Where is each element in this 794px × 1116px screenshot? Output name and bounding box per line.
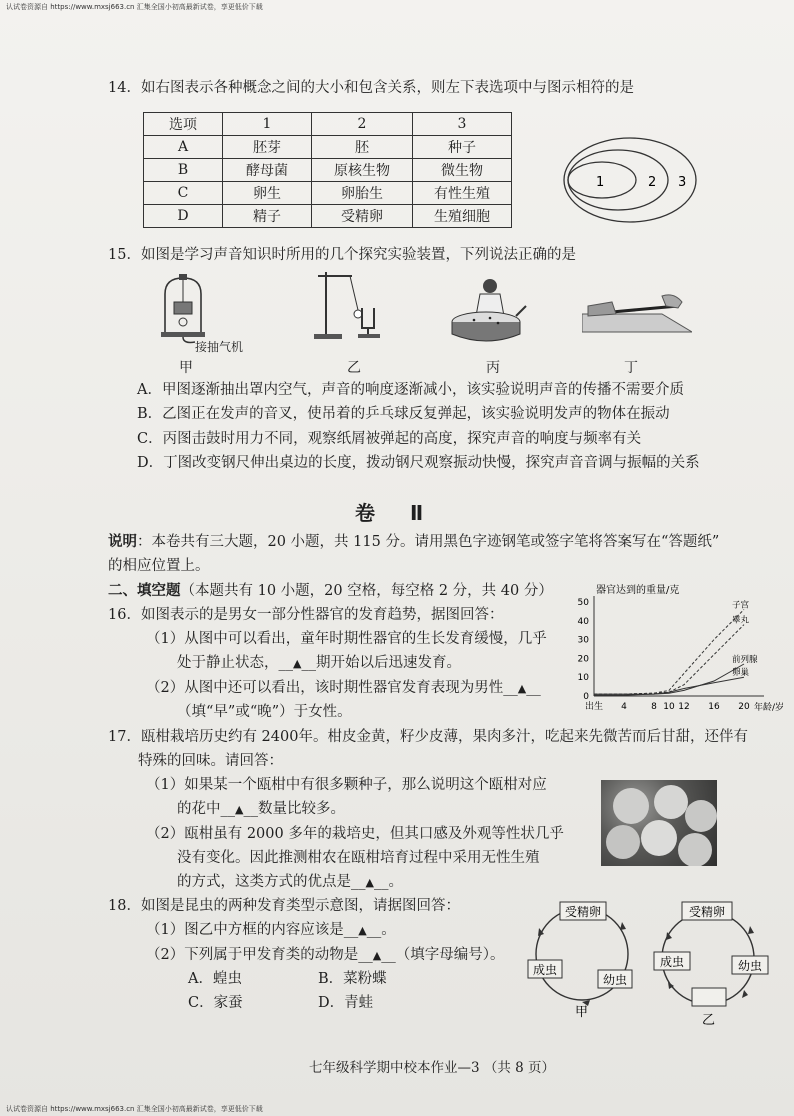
table-row (144, 136, 512, 159)
section-note (108, 533, 719, 551)
table-cell: 微生物 (413, 159, 512, 182)
q17-sub2-b: 没有变化。因此推测柑农在瓯柑培育过程中采用无性生殖 (177, 850, 540, 866)
q18-stem: 18．如图是昆虫的两种发育类型示意图，请据图回答： (108, 898, 460, 914)
note-text: ：本卷共有三大题，20 小题，共 115 分。请用黑色字迹钢笔或签字笔将答案写在“答题纸” (137, 534, 720, 550)
fig-label-ding: 丁 (624, 360, 638, 376)
table-cell: 胚 (312, 136, 413, 159)
series-label: 子宫 (732, 600, 750, 611)
orange-photo-art (601, 780, 717, 866)
q14-stem: 14．如右图表示各种概念之间的大小和包含关系，则左下表选项中与图示相符的是 (108, 80, 634, 96)
organ-growth-chart (560, 582, 785, 720)
jia-top-label: 受精卵 (564, 905, 602, 919)
life-cycle-yi (652, 900, 782, 1030)
x-tick-label: 16 (708, 702, 720, 712)
y-tick-label: 30 (577, 635, 589, 646)
table-row (144, 205, 512, 228)
q15-option-b: B．乙图正在发声的音叉，使吊着的乒乓球反复弹起，该实验说明发声的物体在振动 (137, 406, 670, 422)
answer-triangle: ▲ (358, 924, 367, 937)
q18-sub1: （1）图乙中方框的内容应该是__▲__。 (146, 922, 396, 938)
part-rest: （本题共有 10 小题，20 空格，每空格 2 分，共 40 分） (180, 583, 553, 599)
table-cell: 精子 (223, 205, 312, 228)
watermark-bottom: 认试卷资源自 https://www.mxsj663.cn 汇集全国小初高最新试卷，享更低价下载 (6, 1105, 263, 1113)
steel-ruler-figure (582, 292, 692, 342)
series-line (594, 625, 744, 695)
q14-table (143, 112, 512, 228)
x-tick-label: 8 (651, 702, 657, 712)
q15-option-d: D．丁图改变钢尺伸出桌边的长度，拨动钢尺观察振动快慢，探究声音音调与振幅的关系 (137, 455, 700, 471)
section-title: 卷 Ⅱ (355, 501, 438, 525)
page-footer: 七年级科学期中校本作业—3 （共 8 页） (309, 1060, 556, 1076)
table-cell: B (144, 159, 223, 182)
fig-label-yi: 乙 (347, 360, 361, 376)
q17-sub2-a: （2）瓯柑虽有 2000 多年的栽培史，但其口感及外观等性状几乎 (146, 826, 564, 842)
fig-label-jia: 甲 (179, 360, 193, 376)
x-tick-label: 10 (663, 702, 675, 712)
table-cell: 种子 (413, 136, 512, 159)
table-cell: 生殖细胞 (413, 205, 512, 228)
q15-option-c: C．丙图击鼓时用力不同，观察纸屑被弹起的高度，探究声音的响度与频率有关 (137, 431, 642, 447)
series-label: 卵巢 (732, 668, 750, 679)
bell-jar-figure (155, 272, 215, 344)
q15-option-a: A．甲图逐渐抽出罩内空气，声音的响度逐渐减小，该实验说明声音的传播不需要介质 (137, 382, 684, 398)
text: （2）从图中还可以看出，该时期性器官发育表现为男性 (146, 680, 504, 696)
table-cell: 3 (413, 113, 512, 136)
q16-sub2-b: （填“早”或“晚”）于女性。 (177, 704, 352, 720)
x-tick-label: 12 (678, 702, 690, 712)
series-line (594, 664, 744, 694)
x-axis-label: 年龄/岁 (754, 703, 785, 713)
answer-triangle: ▲ (293, 657, 302, 670)
pump-label: 接抽气机 (195, 340, 244, 354)
jia-caption: 甲 (575, 1005, 589, 1020)
table-cell: D (144, 205, 223, 228)
table-cell: 受精卵 (312, 205, 413, 228)
table-cell: 卵胎生 (312, 182, 413, 205)
x-tick-label: 20 (738, 702, 750, 712)
text: （1）图乙中方框的内容应该是 (146, 922, 344, 938)
q15-stem: 15．如图是学习声音知识时所用的几个探究实验装置，下列说法正确的是 (108, 247, 576, 263)
yi-top-label: 受精卵 (688, 905, 726, 919)
q16-sub2-a: （2）从图中还可以看出，该时期性器官发育表现为男性__▲__ (146, 680, 541, 696)
q16-stem: 16．如图表示的是男女一部分性器官的发育趋势，据图回答： (108, 607, 504, 623)
yi-caption: 乙 (702, 1013, 716, 1028)
q17-stem-2: 特殊的回味。请回答： (138, 753, 283, 769)
x-tick-label: 4 (621, 702, 627, 712)
chart-title: 器官达到的重量/克 (596, 585, 680, 596)
table-cell: 酵母菌 (223, 159, 312, 182)
y-tick-label: 40 (577, 616, 589, 627)
part-heading (108, 582, 553, 600)
fig-label-bing: 丙 (486, 360, 500, 376)
table-cell: 原核生物 (312, 159, 413, 182)
text: （2）下列属于甲发育类的动物是 (146, 947, 359, 963)
table-cell: 卵生 (223, 182, 312, 205)
q14-ellipse-diagram (560, 132, 710, 232)
y-tick-label: 20 (577, 654, 589, 665)
answer-triangle: ▲ (372, 949, 382, 962)
q18-option-c: C．家蚕 (188, 995, 243, 1011)
text: 期开始以后迅速发育。 (315, 655, 461, 671)
table-cell: 有性生殖 (413, 182, 512, 205)
table-row (144, 159, 512, 182)
q16-sub1-b: 处于静止状态，__▲__期开始以后迅速发育。 (177, 655, 461, 671)
ellipse-label-3: 3 (678, 175, 687, 190)
yi-right-label: 幼虫 (737, 959, 763, 973)
q17-sub2-c: 的方式，这类方式的优点是__▲__。 (177, 874, 403, 890)
text: 的方式，这类方式的优点是 (177, 874, 351, 890)
tuning-fork-figure (312, 268, 392, 344)
table-row (144, 182, 512, 205)
q18-sub2: （2）下列属于甲发育类的动物是__▲__（填字母编号）。 (146, 947, 505, 963)
q16-sub1-a: （1）从图中可以看出，童年时期性器官的生长发育缓慢，几乎 (146, 631, 547, 647)
table-cell: 1 (223, 113, 312, 136)
q17-sub1-a: （1）如果某一个瓯柑中有很多颗种子，那么说明这个瓯柑对应 (146, 777, 547, 793)
jia-right-label: 幼虫 (602, 973, 628, 987)
table-header-row (144, 113, 512, 136)
text: 的花中 (177, 801, 221, 817)
text: 处于静止状态， (177, 655, 279, 671)
text: 。 (381, 922, 396, 938)
y-tick-label: 0 (583, 692, 589, 702)
note-bold: 说明 (108, 533, 137, 550)
table-cell: 胚芽 (223, 136, 312, 159)
jia-left-label: 成虫 (532, 963, 558, 977)
table-cell: C (144, 182, 223, 205)
blank-box (692, 988, 726, 1006)
answer-triangle: ▲ (517, 682, 527, 695)
table-cell: 选项 (144, 113, 223, 136)
part-bold: 二、填空题 (108, 582, 181, 599)
y-tick-label: 10 (577, 673, 589, 684)
q18-option-d: D．青蛙 (318, 995, 374, 1011)
q17-sub1-b: 的花中__▲__数量比较多。 (177, 801, 345, 817)
y-tick-label: 50 (577, 598, 589, 608)
q17-stem-1: 17．瓯柑栽培历史约有 2400年。柑皮金黄，籽少皮薄，果肉多汁，吃起来先微苦而后甘甜，还伴有 (108, 729, 748, 745)
table-cell: 2 (312, 113, 413, 136)
watermark-top: 认试卷资源自 https://www.mxsj663.cn 汇集全国小初高最新试卷，享更低价下载 (6, 3, 263, 11)
ellipse-label-1: 1 (596, 175, 605, 190)
text: （填字母编号）。 (395, 947, 505, 963)
ellipse-label-2: 2 (648, 175, 657, 190)
q18-option-a: A．蝗虫 (188, 971, 242, 987)
life-cycle-jia (520, 900, 650, 1020)
orange-photo (601, 780, 717, 866)
answer-triangle: ▲ (235, 803, 244, 816)
series-label: 睾丸 (732, 615, 750, 626)
text: 。 (388, 874, 403, 890)
table-cell: A (144, 136, 223, 159)
series-line (594, 677, 744, 695)
series-label: 前列腺 (732, 655, 758, 666)
x-tick-label: 出生 (584, 702, 604, 712)
yi-left-label: 成虫 (659, 955, 685, 969)
text: 数量比较多。 (257, 801, 345, 817)
drum-figure (450, 276, 530, 346)
q18-option-b: B．菜粉蝶 (318, 971, 387, 987)
section-note-2: 的相应位置上。 (108, 558, 210, 574)
answer-triangle: ▲ (365, 876, 374, 889)
